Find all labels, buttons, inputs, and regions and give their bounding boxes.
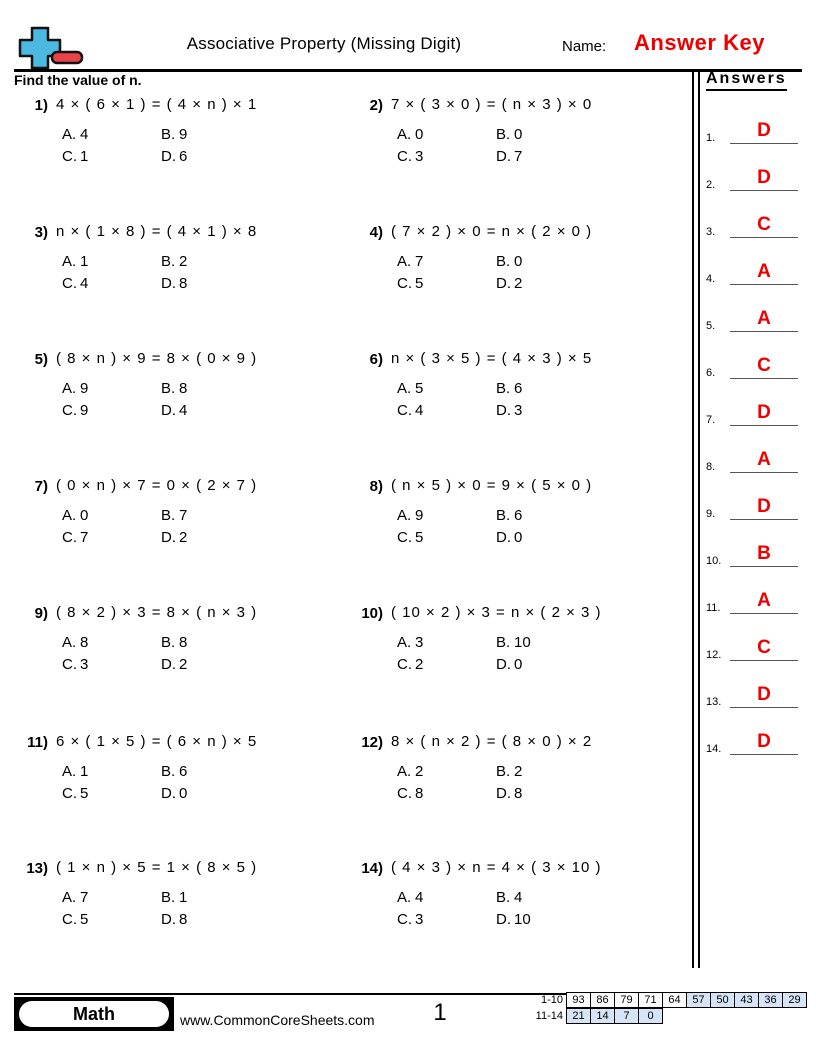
choice-a-value: 7 [80,889,89,906]
answer-value: A [757,590,771,611]
problem-expression: ( 4 × 3 ) × n = 4 × ( 3 × 10 ) [391,859,602,876]
choice-c-value: 9 [80,402,89,419]
answer-value: A [757,261,771,282]
score-cell: 29 [782,992,807,1008]
choice-c-letter: C. [62,529,77,546]
problem-1 [14,96,349,172]
choice-b[interactable] [496,253,522,270]
choice-d[interactable] [161,911,187,928]
choice-c[interactable] [62,402,88,419]
answers-panel [704,70,804,970]
choice-a-letter: A. [397,507,412,524]
choice-b-letter: B. [161,253,176,270]
choice-d-letter: D. [161,911,176,928]
choice-b[interactable] [496,126,522,143]
choice-b-letter: B. [496,763,511,780]
problem-6 [349,350,684,426]
answer-row [706,733,798,755]
choice-d-value: 7 [514,148,523,165]
choice-d-letter: D. [161,529,176,546]
choice-a[interactable] [397,126,423,143]
score-cell: 36 [758,992,783,1008]
problem-expression: ( 10 × 2 ) × 3 = n × ( 2 × 3 ) [391,604,602,621]
answer-value: D [757,120,771,141]
choice-c-value: 3 [80,656,89,673]
choice-a-letter: A. [397,126,412,143]
choice-c-letter: C. [62,402,77,419]
problem-expression: 8 × ( n × 2 ) = ( 8 × 0 ) × 2 [391,733,593,750]
choice-d[interactable] [496,785,522,802]
problem-12 [349,733,684,809]
problem-row [14,223,684,351]
page-title: Associative Property (Missing Digit) [186,34,462,53]
score-cell: 43 [734,992,759,1008]
choice-b-value: 4 [514,889,523,906]
choice-d-letter: D. [496,402,511,419]
choice-c-value: 5 [80,911,89,928]
answer-number: 8. [706,461,716,473]
answer-value: D [757,731,771,752]
choice-b-value: 1 [179,889,188,906]
problem-expression: 4 × ( 6 × 1 ) = ( 4 × n ) × 1 [56,96,258,113]
choice-c-value: 5 [415,275,424,292]
choice-b-letter: B. [161,634,176,651]
choice-c-letter: C. [62,148,77,165]
choice-a-letter: A. [62,253,77,270]
problem-number: 12) [361,734,383,751]
choice-a[interactable] [62,126,88,143]
plus-minus-logo-icon [14,24,86,70]
problem-row [14,350,684,478]
choice-d-value: 8 [514,785,523,802]
choice-d-letter: D. [161,275,176,292]
answer-value: B [757,543,771,564]
choice-b-value: 8 [179,380,188,397]
choice-b-value: 9 [179,126,188,143]
choice-a-value: 2 [415,763,424,780]
problem-14 [349,859,684,935]
choice-d-letter: D. [496,529,511,546]
answer-value: A [757,449,771,470]
choice-b-letter: B. [496,126,511,143]
choice-c-value: 4 [415,402,424,419]
problem-number: 1) [34,97,48,114]
score-cell: 0 [638,1008,663,1024]
name-label: Name: [562,38,607,55]
choice-b-letter: B. [161,126,176,143]
score-cell: 93 [566,992,591,1008]
choice-b[interactable] [161,763,187,780]
problem-8 [349,477,684,553]
answer-row [706,357,798,379]
choice-b-value: 6 [514,380,523,397]
answer-row [706,639,798,661]
choice-c-value: 8 [415,785,424,802]
choice-c-value: 3 [415,911,424,928]
choice-d-value: 6 [179,148,188,165]
choice-b-letter: B. [161,763,176,780]
choice-c[interactable] [397,911,423,928]
choice-b[interactable] [496,507,522,524]
problem-number: 9) [34,605,48,622]
choice-c[interactable] [397,785,423,802]
choice-b-value: 0 [514,126,523,143]
score-cell: 64 [662,992,687,1008]
choice-d-value: 2 [514,275,523,292]
choice-a-value: 1 [80,253,89,270]
problem-9 [14,604,349,680]
choice-d-letter: D. [496,148,511,165]
answer-number: 9. [706,508,716,520]
choice-d[interactable] [161,275,187,292]
score-cell: 79 [614,992,639,1008]
problem-number: 8) [369,478,383,495]
choice-a-value: 4 [415,889,424,906]
choice-a-letter: A. [62,889,77,906]
choice-a-value: 0 [415,126,424,143]
choice-d[interactable] [161,148,187,165]
choice-b[interactable] [161,126,187,143]
answer-value: C [757,214,771,235]
choice-a[interactable] [397,380,423,397]
problem-2 [349,96,684,172]
problem-13 [14,859,349,935]
answer-number: 7. [706,414,716,426]
problem-number: 13) [26,860,48,877]
choice-b[interactable] [496,380,522,397]
score-row-label: 11-14 [535,1010,563,1022]
answer-number: 2. [706,179,716,191]
choice-a-value: 1 [80,763,89,780]
problem-row [14,604,684,732]
choice-b-letter: B. [496,507,511,524]
answers-divider-inner [698,70,700,968]
choice-d[interactable] [496,148,522,165]
choice-a-letter: A. [62,126,77,143]
answer-row [706,686,798,708]
choice-c[interactable] [397,656,423,673]
answer-number: 1. [706,132,716,144]
choice-c[interactable] [397,275,423,292]
choice-b-value: 7 [179,507,188,524]
problem-row [14,859,684,987]
answer-value: C [757,355,771,376]
choice-a-value: 3 [415,634,424,651]
answer-number: 13. [706,696,722,708]
score-cell: 71 [638,992,663,1008]
choice-a[interactable] [62,507,88,524]
choice-d[interactable] [496,402,522,419]
choice-d-value: 2 [179,656,188,673]
choice-c-letter: C. [62,275,77,292]
choice-b-letter: B. [161,507,176,524]
choice-a[interactable] [62,253,88,270]
answer-number: 10. [706,555,722,567]
problem-number: 6) [369,351,383,368]
answer-value: D [757,496,771,517]
choice-b[interactable] [496,763,522,780]
problem-number: 2) [369,97,383,114]
answer-row [706,545,798,567]
problem-expression: ( 1 × n ) × 5 = 1 × ( 8 × 5 ) [56,859,258,876]
answer-value: D [757,402,771,423]
score-cell: 14 [590,1008,615,1024]
choice-a-value: 8 [80,634,89,651]
answer-number: 4. [706,273,716,285]
choice-d-letter: D. [161,402,176,419]
choice-b-value: 6 [179,763,188,780]
choice-c-letter: C. [397,529,412,546]
choice-b-letter: B. [496,889,511,906]
choice-a-value: 4 [80,126,89,143]
answer-number: 3. [706,226,716,238]
choice-d-letter: D. [161,148,176,165]
choice-d-value: 0 [514,529,523,546]
answer-row [706,310,798,332]
answer-row [706,498,798,520]
choice-c-letter: C. [62,785,77,802]
choice-d-letter: D. [496,275,511,292]
choice-a-letter: A. [62,763,77,780]
choice-d[interactable] [496,275,522,292]
problem-number: 10) [361,605,383,622]
problem-3 [14,223,349,299]
score-table [530,992,807,1024]
worksheet-header [14,24,802,70]
answer-number: 14. [706,743,722,755]
problem-expression: ( 8 × 2 ) × 3 = 8 × ( n × 3 ) [56,604,258,621]
choice-d[interactable] [496,656,522,673]
instruction-text: Find the value of n. [14,72,142,88]
choice-a-letter: A. [397,889,412,906]
choice-b[interactable] [161,889,187,906]
problems-container [14,96,684,966]
choice-c-letter: C. [397,402,412,419]
problem-number: 14) [361,860,383,877]
answer-row [706,122,798,144]
choice-c[interactable] [397,529,423,546]
choice-c[interactable] [62,148,88,165]
choice-d-letter: D. [496,785,511,802]
subject-badge [14,997,174,1031]
answers-divider-outer [692,70,694,968]
score-cell: 50 [710,992,735,1008]
answer-value: D [757,684,771,705]
choice-d-value: 8 [179,911,188,928]
choice-a-letter: A. [62,380,77,397]
choice-c[interactable] [62,911,88,928]
choice-d-letter: D. [161,656,176,673]
choice-d[interactable] [496,911,531,928]
choice-a[interactable] [397,763,423,780]
choice-b-value: 0 [514,253,523,270]
choice-d[interactable] [161,402,187,419]
choice-a[interactable] [62,763,88,780]
choice-c-value: 1 [80,148,89,165]
subject-badge-label: Math [19,1001,169,1027]
choice-b-value: 2 [179,253,188,270]
problem-expression: n × ( 1 × 8 ) = ( 4 × 1 ) × 8 [56,223,258,240]
choice-c-letter: C. [397,785,412,802]
choice-b-value: 6 [514,507,523,524]
page-number: 1 [433,999,447,1026]
answer-row [706,263,798,285]
choice-d-letter: D. [496,911,511,928]
score-row [530,1008,807,1024]
problem-number: 11) [27,734,48,751]
choice-a-letter: A. [397,763,412,780]
choice-c-letter: C. [397,911,412,928]
answer-value: C [757,637,771,658]
choice-a-letter: A. [397,380,412,397]
answers-heading: Answers [706,70,787,91]
score-row [530,992,807,1008]
problem-number: 5) [34,351,48,368]
choice-c-value: 2 [415,656,424,673]
choice-d[interactable] [161,656,187,673]
choice-a[interactable] [62,634,88,651]
choice-c-letter: C. [62,911,77,928]
choice-c-value: 3 [415,148,424,165]
choice-a-value: 7 [415,253,424,270]
problem-number: 3) [34,224,48,241]
answer-number: 12. [706,649,722,661]
choice-c-value: 7 [80,529,89,546]
choice-d-value: 2 [179,529,188,546]
choice-d-value: 4 [179,402,188,419]
answer-row [706,404,798,426]
choice-d-value: 0 [514,656,523,673]
problem-expression: 7 × ( 3 × 0 ) = ( n × 3 ) × 0 [391,96,593,113]
score-cell: 57 [686,992,711,1008]
problem-expression: ( 8 × n ) × 9 = 8 × ( 0 × 9 ) [56,350,258,367]
problem-5 [14,350,349,426]
choice-c-letter: C. [397,275,412,292]
choice-a-value: 0 [80,507,89,524]
choice-c[interactable] [62,785,88,802]
choice-d[interactable] [161,529,187,546]
score-cell: 21 [566,1008,591,1024]
choice-d[interactable] [496,529,522,546]
choice-a-value: 9 [415,507,424,524]
choice-d-letter: D. [496,656,511,673]
choice-b[interactable] [161,507,187,524]
choice-a-letter: A. [397,634,412,651]
choice-a[interactable] [397,253,423,270]
choice-c[interactable] [397,402,423,419]
score-cell: 7 [614,1008,639,1024]
answer-row [706,592,798,614]
choice-a[interactable] [397,889,423,906]
choice-c[interactable] [397,148,423,165]
choice-a[interactable] [62,380,88,397]
choice-b-letter: B. [161,380,176,397]
choice-d-letter: D. [161,785,176,802]
problem-expression: ( n × 5 ) × 0 = 9 × ( 5 × 0 ) [391,477,593,494]
problem-number: 4) [369,224,383,241]
choice-b-letter: B. [496,380,511,397]
score-cell: 86 [590,992,615,1008]
choice-b-value: 10 [514,634,531,651]
choice-a-value: 9 [80,380,89,397]
choice-b[interactable] [161,380,187,397]
choice-c[interactable] [62,529,88,546]
answer-value: A [757,308,771,329]
problem-row [14,96,684,224]
choice-c-value: 5 [415,529,424,546]
choice-c-value: 5 [80,785,89,802]
choice-b[interactable] [161,634,187,651]
choice-b-letter: B. [161,889,176,906]
problem-row [14,477,684,605]
choice-d-value: 10 [514,911,531,928]
choice-c[interactable] [62,275,88,292]
score-row-label: 1-10 [540,994,563,1006]
problem-11 [14,733,349,809]
problem-expression: n × ( 3 × 5 ) = ( 4 × 3 ) × 5 [391,350,593,367]
answer-key-value: Answer Key [634,30,765,55]
answer-value: D [757,167,771,188]
choice-a[interactable] [62,889,88,906]
choice-b-value: 2 [514,763,523,780]
choice-c[interactable] [62,656,88,673]
choice-b-letter: B. [496,253,511,270]
choice-d-value: 0 [179,785,188,802]
problem-10 [349,604,684,680]
problem-row [14,733,684,861]
problem-4 [349,223,684,299]
answer-number: 11. [706,602,721,614]
website-url: www.CommonCoreSheets.com [180,1012,375,1028]
answer-row [706,169,798,191]
problem-expression: ( 0 × n ) × 7 = 0 × ( 2 × 7 ) [56,477,258,494]
choice-a-letter: A. [62,507,77,524]
problem-number: 7) [34,478,48,495]
choice-b[interactable] [161,253,187,270]
answer-number: 5. [706,320,716,332]
problem-expression: 6 × ( 1 × 5 ) = ( 6 × n ) × 5 [56,733,258,750]
problem-7 [14,477,349,553]
choice-b[interactable] [496,634,531,651]
answer-row [706,451,798,473]
choice-c-letter: C. [62,656,77,673]
choice-a[interactable] [397,634,423,651]
choice-a-value: 5 [415,380,424,397]
choice-d-value: 3 [514,402,523,419]
choice-d-value: 8 [179,275,188,292]
choice-a-letter: A. [62,634,77,651]
choice-a[interactable] [397,507,423,524]
choice-b[interactable] [496,889,522,906]
choice-b-letter: B. [496,634,511,651]
answer-row [706,216,798,238]
answer-number: 6. [706,367,716,379]
choice-c-letter: C. [397,656,412,673]
choice-b-value: 8 [179,634,188,651]
choice-c-value: 4 [80,275,89,292]
choice-d[interactable] [161,785,187,802]
problem-expression: ( 7 × 2 ) × 0 = n × ( 2 × 0 ) [391,223,593,240]
choice-a-letter: A. [397,253,412,270]
choice-c-letter: C. [397,148,412,165]
